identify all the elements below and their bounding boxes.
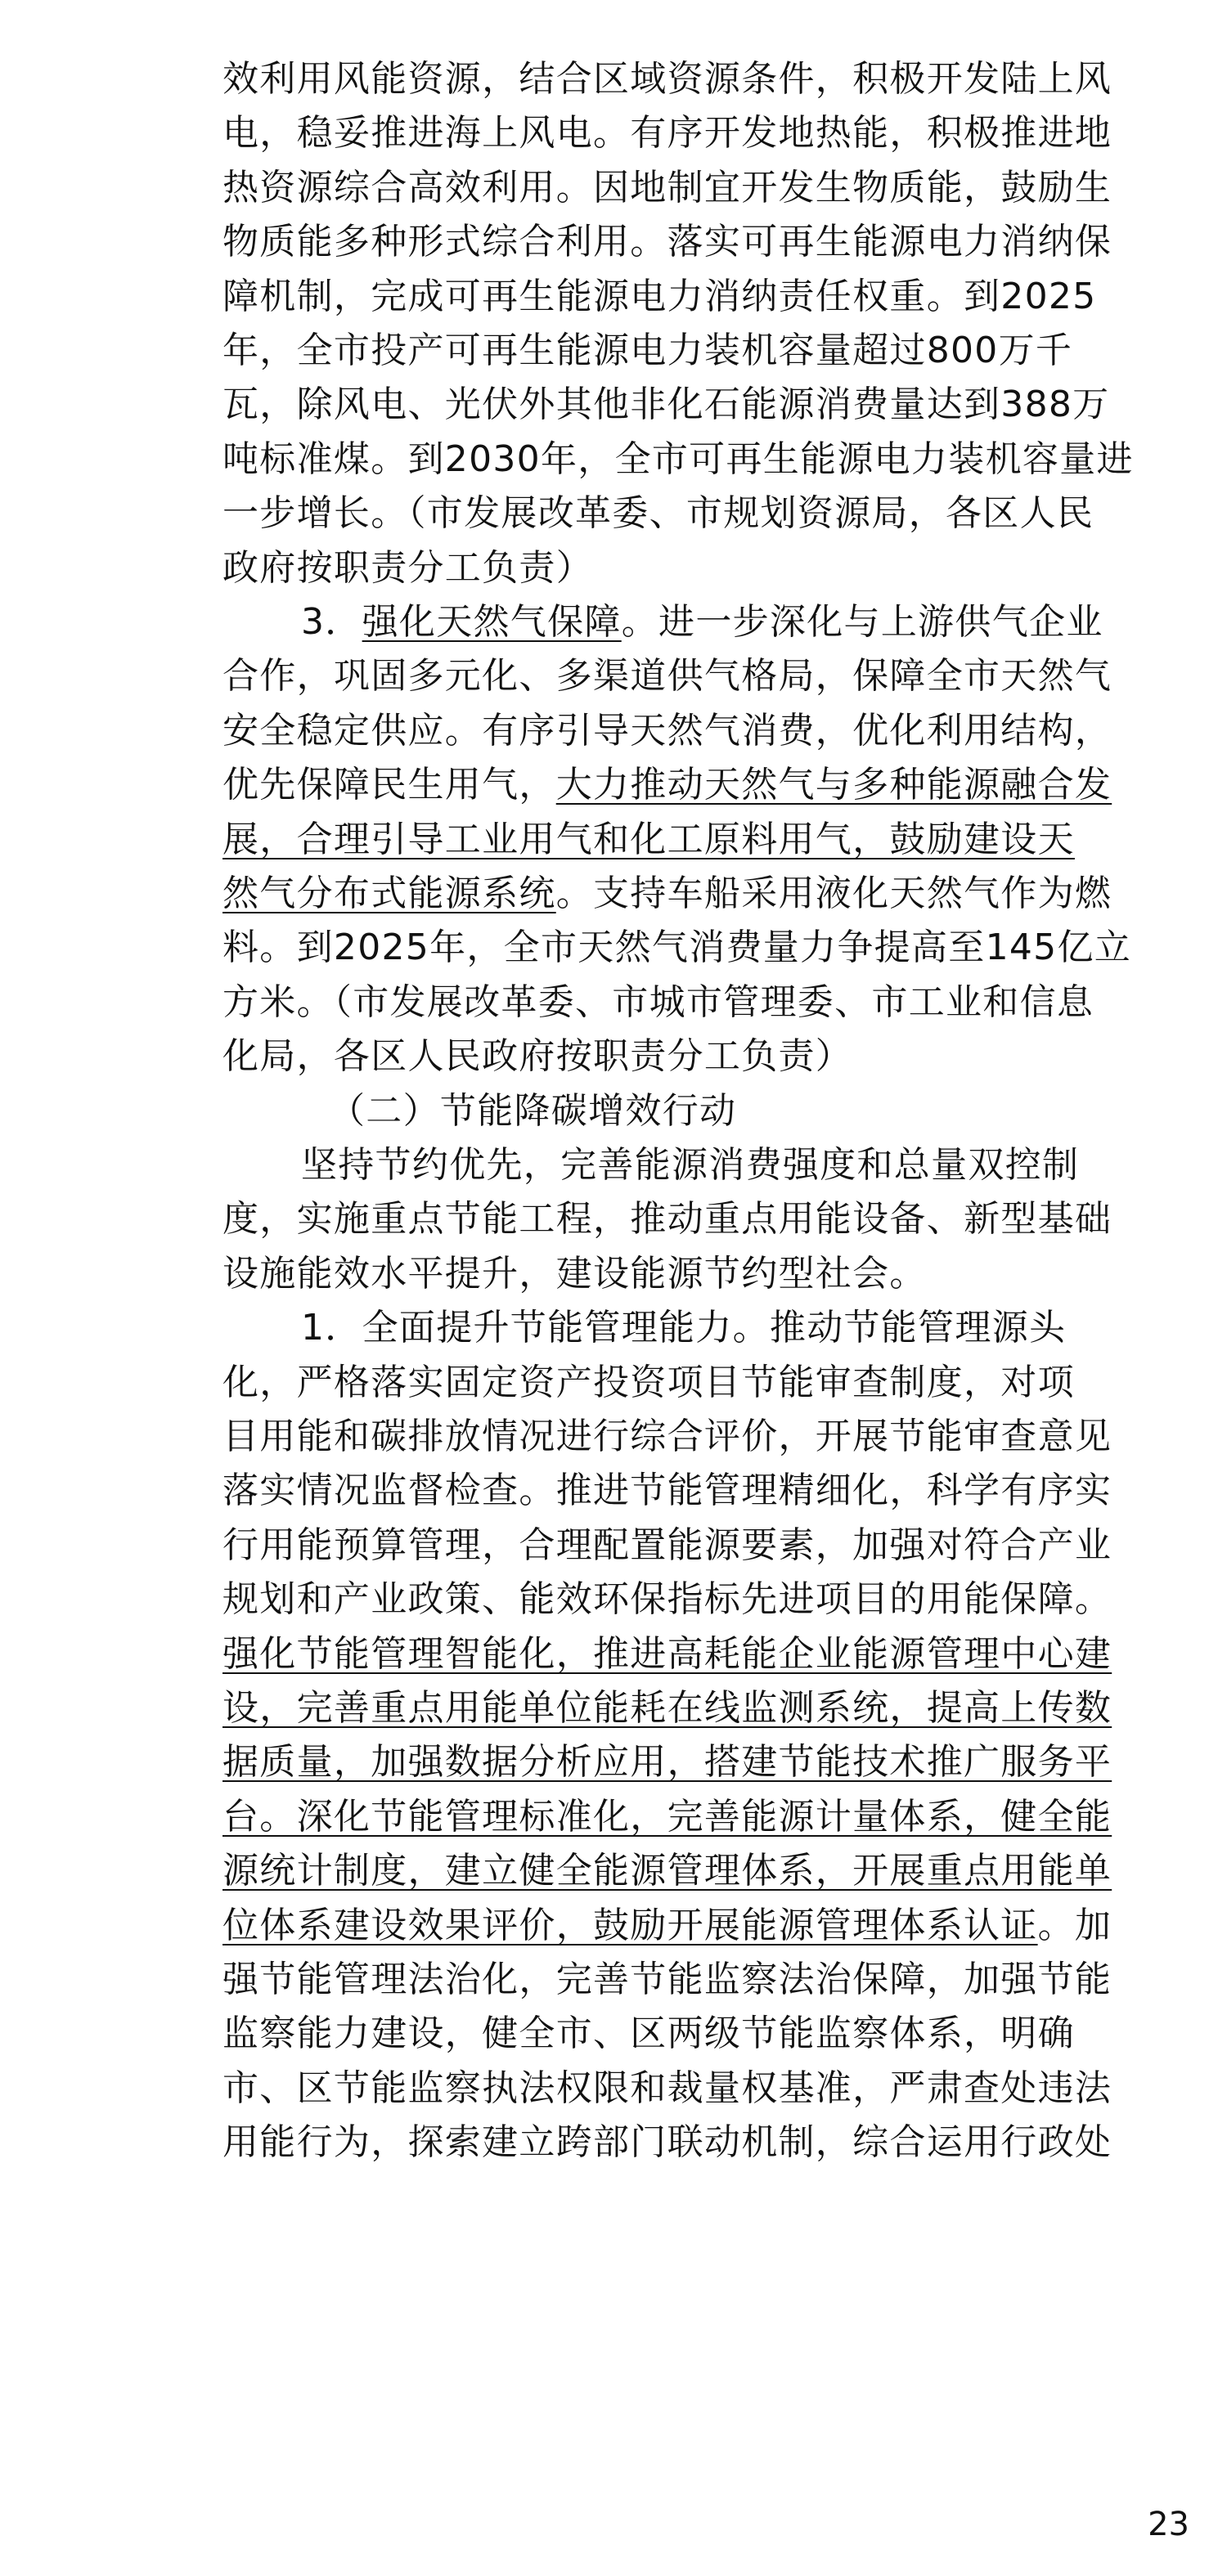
text-line (222, 1249, 1188, 1299)
text-run: 政府按职责分工负责） (222, 546, 593, 589)
text-run: 设施能效水平提升，建设能源节约型社会。 (222, 1252, 927, 1295)
text-line (222, 543, 1188, 594)
text-line (222, 977, 1188, 1028)
text-run: 优先保障民生用气， (222, 764, 556, 806)
underlined-text: 强化节能管理智能化，推进高耗能企业能源管理中心建 (222, 1632, 1112, 1675)
text-line (222, 272, 1188, 322)
text-line (222, 815, 1188, 865)
text-line (222, 922, 1188, 973)
text-run: 1．全面提升节能管理能力。推动节能管理源头 (301, 1307, 1067, 1349)
text-line (222, 2008, 1188, 2059)
underlined-text: 大力推动天然气与多种能源融合发 (555, 764, 1112, 806)
text-run: 行用能预算管理，合理配置能源要素，加强对符合产业 (222, 1524, 1112, 1566)
text-run: （二）节能降碳增效行动 (329, 1089, 737, 1132)
text-line (222, 1574, 1188, 1625)
underlined-text: 展，合理引导工业用气和化工原料用气，鼓励建设天 (222, 818, 1075, 860)
text-line (222, 1411, 1188, 1462)
text-run: 障机制，完成可再生能源电力消纳责任权重。到2025 (222, 275, 1097, 317)
text-line (222, 379, 1188, 430)
text-run: 落实情况监督检查。推进节能管理精细化，科学有序实 (222, 1470, 1112, 1512)
text-line (222, 1846, 1188, 1896)
text-run: 化，严格落实固定资产投资项目节能审查制度，对项 (222, 1361, 1075, 1403)
text-line (222, 54, 1188, 105)
text-run: 监察能力建设，健全市、区两级节能监察体系，明确 (222, 2013, 1075, 2055)
text-run: 物质能多种形式综合利用。落实可再生能源电力消纳保 (222, 221, 1112, 263)
text-line (222, 1629, 1188, 1680)
text-run: 规划和产业政策、能效环保指标先进项目的用能保障。 (222, 1578, 1112, 1621)
underlined-text: 位体系建设效果评价，鼓励开展能源管理体系认证 (222, 1904, 1038, 1946)
text-run: 一步增长。（市发展改革委、市规划资源局，各区人民 (222, 492, 1094, 535)
text-run: 年，全市投产可再生能源电力装机容量超过800万千 (222, 330, 1073, 371)
text-line (222, 217, 1188, 267)
text-run: 强节能管理法治化，完善节能监察法治保障，加强节能 (222, 1959, 1112, 2000)
text-line (222, 325, 1188, 376)
text-line (301, 597, 1188, 648)
text-run: 。进一步深化与上游供气企业 (621, 601, 1103, 643)
text-line (222, 651, 1188, 702)
text-run: 电，稳妥推进海上风电。有序开发地热能，积极推进地 (222, 112, 1112, 155)
text-run: 吨标准煤。到2030年，全市可再生能源电力装机容量进 (222, 438, 1134, 480)
text-run: 度，实施重点节能工程，推动重点用能设备、新型基础 (222, 1198, 1112, 1241)
text-line (222, 163, 1188, 213)
text-run: 化局，各区人民政府按职责分工负责） (222, 1035, 853, 1078)
text-run: 用能行为，探索建立跨部门联动机制，综合运用行政处 (222, 2121, 1112, 2164)
text-run: 目用能和碳排放情况进行综合评价，开展节能审查意见 (222, 1416, 1112, 1457)
text-line (222, 1465, 1188, 1516)
text-line (222, 1954, 1188, 2005)
text-line (222, 2117, 1188, 2168)
underlined-text: 据质量，加强数据分析应用，搭建节能技术推广服务平 (222, 1741, 1112, 1784)
underlined-text: 然气分布式能源系统 (222, 873, 556, 914)
underlined-text: 设，完善重点用能单位能耗在线监测系统，提高上传数 (222, 1687, 1112, 1729)
text-line (222, 760, 1188, 810)
text-line (222, 1358, 1188, 1408)
text-run: 市、区节能监察执法权限和裁量权基准，严肃查处违法 (222, 2067, 1112, 2109)
text-line (222, 1683, 1188, 1734)
text-line (329, 1086, 1188, 1137)
text-line (222, 1792, 1188, 1842)
text-run: 效利用风能资源，结合区域资源条件，积极开发陆上风 (222, 58, 1112, 100)
text-line (222, 2063, 1188, 2114)
text-run: 热资源综合高效利用。因地制宜开发生物质能，鼓励生 (222, 166, 1112, 209)
text-run: 料。到2025年，全市天然气消费量力争提高至145亿立 (222, 927, 1132, 969)
text-line (222, 488, 1188, 539)
text-run: 安全稳定供应。有序引导天然气消费，优化利用结构， (222, 709, 1112, 752)
text-line (301, 1303, 1188, 1353)
underlined-text: 强化天然气保障 (362, 601, 622, 643)
text-run: 合作，巩固多元化、多渠道供气格局，保障全市天然气 (222, 655, 1112, 698)
text-line (222, 1031, 1188, 1082)
text-line (301, 1140, 1188, 1191)
text-line (222, 434, 1188, 485)
underlined-text: 台。深化节能管理标准化，完善能源计量体系，健全能 (222, 1795, 1112, 1838)
text-line (222, 1737, 1188, 1788)
text-line (222, 706, 1188, 756)
text-run: 瓦，除风电、光伏外其他非化石能源消费量达到388万 (222, 384, 1110, 426)
text-line (222, 108, 1188, 159)
text-run: 。支持车船采用液化天然气作为燃 (555, 873, 1112, 914)
text-line (222, 1520, 1188, 1571)
page-number: 23 (1148, 2506, 1189, 2543)
text-line (222, 868, 1188, 919)
text-run: 3． (301, 601, 362, 643)
text-run: 坚持节约优先，完善能源消费强度和总量双控制 (301, 1144, 1080, 1186)
text-line (222, 1901, 1188, 1951)
text-run: 方米。（市发展改革委、市城市管理委、市工业和信息 (222, 981, 1094, 1023)
text-run: 。加 (1037, 1904, 1112, 1946)
text-line (222, 1194, 1188, 1245)
underlined-text: 源统计制度，建立健全能源管理体系，开展重点用能单 (222, 1850, 1112, 1892)
